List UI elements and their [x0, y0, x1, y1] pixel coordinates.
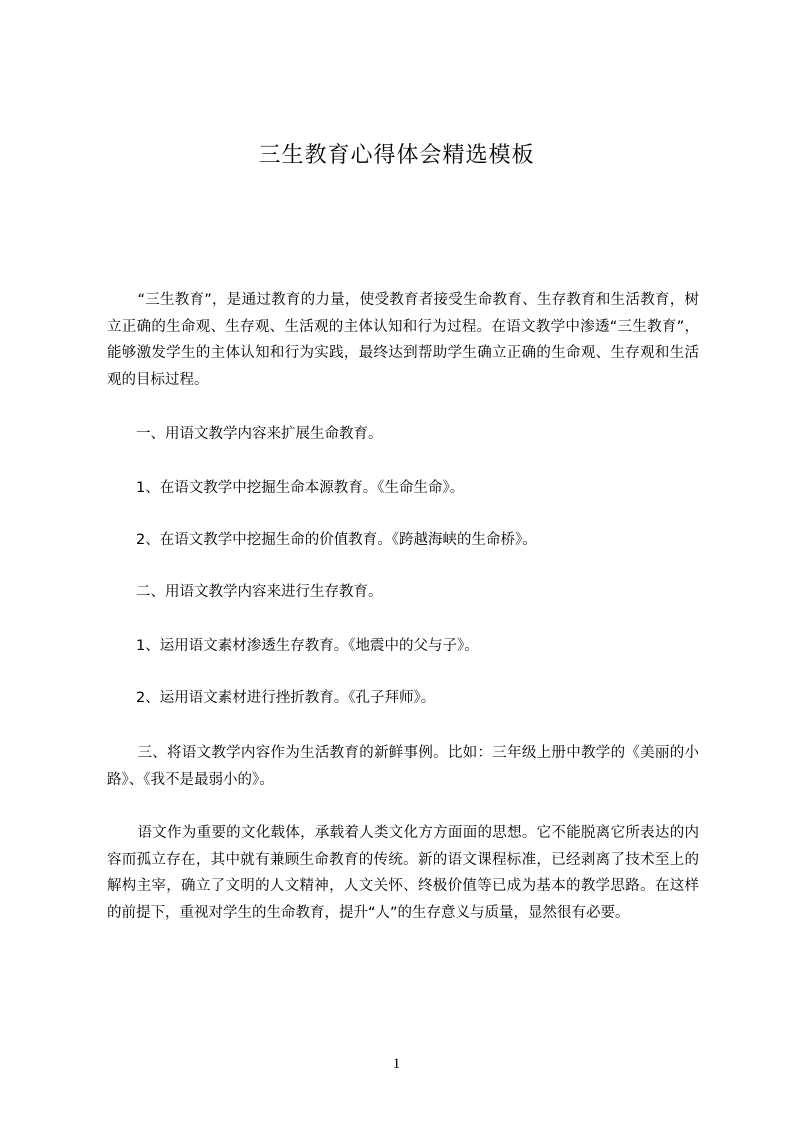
section-3-paragraph: 三、将语文教学内容作为生活教育的新鲜事例。比如：三年级上册中教学的《美丽的小路》、《我不是最弱小的》。: [107, 745, 699, 788]
document-title: 三生教育心得体会精选模板: [258, 143, 535, 168]
section-1-item-2: 2、在语文教学中挖掘生命的价值教育。《跨越海峡的生命桥》。: [136, 532, 537, 548]
intro-paragraph: “三生教育”，是通过教育的力量，使受教育者接受生命教育、生存教育和生活教育，树立正确的生命观、生存观、生活观的主体认知和行为过程。在语文教学中渗透“三生教育”，能够激发学生的主体认知和行为实践，最终达到帮助学生确立正确的生命观、生存观和生活观的目标过程。: [107, 292, 699, 388]
section-1-item-1: 1、在语文教学中挖掘生命本源教育。《生命生命》。: [136, 480, 465, 496]
section-2-heading: 二、用语文教学内容来进行生存教育。: [136, 584, 383, 600]
section-2-item-2: 2、运用语文素材进行挫折教育。《孔子拜师》。: [136, 690, 436, 706]
section-2-item-1: 1、运用语文素材渗透生存教育。《地震中的父与子》。: [136, 638, 479, 654]
closing-paragraph: 语文作为重要的文化载体，承载着人类文化方方面面的思想。它不能脱离它所表达的内容而孤立存在，其中就有兼顾生命教育的传统。新的语文课程标准，已经剥离了技术至上的解构主宰，确立了文明的人文精神，人文关怀、终极价值等已成为基本的教学思路。在这样的前提下，重视对学生的生命教育，提升“人”的生存意义与质量，显然很有必要。: [107, 825, 699, 921]
page-number: 1: [392, 1056, 401, 1072]
section-1-heading: 一、用语文教学内容来扩展生命教育。: [136, 426, 383, 442]
